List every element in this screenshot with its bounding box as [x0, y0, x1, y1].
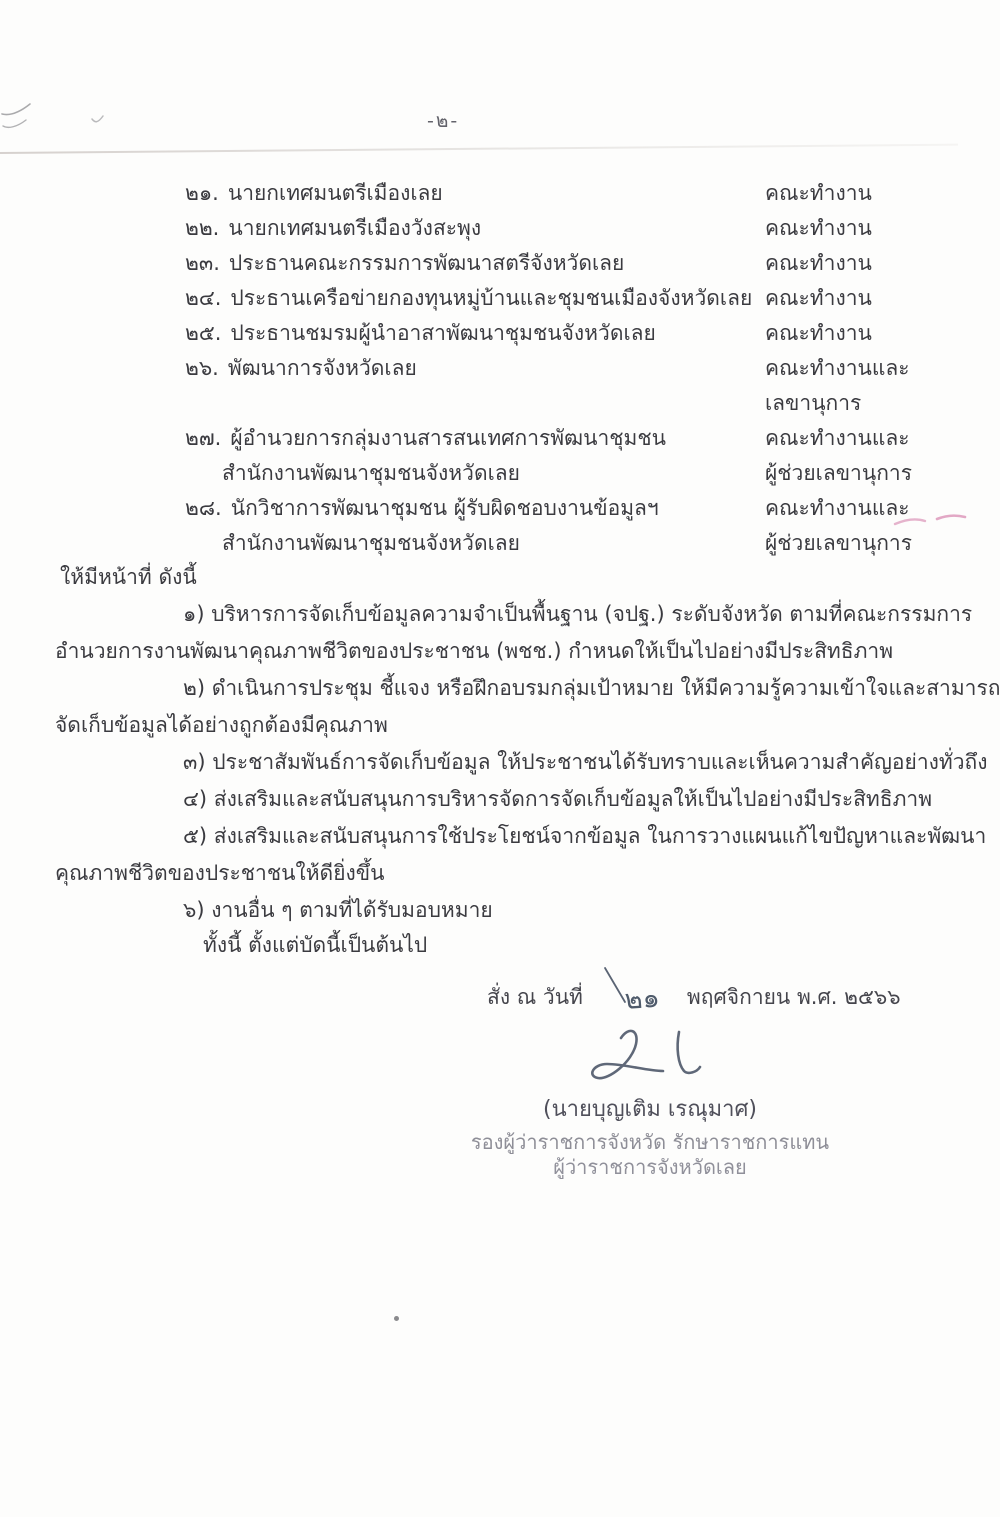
duty-line: ๓) ประชาสัมพันธ์การจัดเก็บข้อมูล ให้ประชาชนได้รับทราบและเห็นความสำคัญอย่างทั่วถึง: [183, 750, 988, 774]
duty-line: ๕) ส่งเสริมและสนับสนุนการใช้ประโยชน์จากข้อมูล ในการวางแผนแก้ไขปัญหาและพัฒนา: [183, 824, 987, 848]
member-name-line2: สำนักงานพัฒนาชุมชนจังหวัดเลย: [222, 461, 520, 485]
member-role: คณะทำงาน: [765, 216, 872, 240]
member-name: ประธานคณะกรรมการพัฒนาสตรีจังหวัดเลย: [228, 251, 625, 275]
member-role: คณะทำงาน: [765, 251, 872, 275]
member-role-line2: ผู้ช่วยเลขานุการ: [765, 461, 912, 485]
member-number: ๒๗.: [185, 426, 222, 450]
scan-speck: [394, 1316, 399, 1321]
duties-list: [55, 596, 1000, 929]
handwritten-day-icon: [599, 964, 671, 1018]
member-role: คณะทำงาน: [765, 286, 872, 310]
member-number: ๒๒.: [185, 216, 220, 240]
member-number: ๒๖.: [185, 356, 219, 380]
member-role: คณะทำงาน: [765, 321, 872, 345]
handwritten-day-number: ๒๑: [623, 982, 661, 1016]
member-row-26: [185, 351, 975, 421]
member-row-22: [185, 211, 975, 246]
duty-item-1: [55, 596, 973, 670]
duty-line: จัดเก็บข้อมูลได้อย่างถูกต้องมีคุณภาพ: [55, 713, 388, 737]
order-date-prefix: สั่ง ณ วันที่: [487, 985, 583, 1009]
order-date-suffix: พฤศจิกายน พ.ศ. ๒๕๖๖: [686, 985, 901, 1009]
duty-item-3: [55, 744, 988, 781]
member-role: คณะทำงานและ: [765, 356, 910, 380]
member-row-27: [185, 421, 975, 491]
signer-title-line1: รองผู้ว่าราชการจังหวัด รักษาราชการแทน: [470, 1130, 830, 1154]
pink-pen-smudge-icon: [893, 510, 967, 528]
member-role-line2: เลขานุการ: [765, 391, 862, 415]
duty-line: ๒) ดำเนินการประชุม ชี้แจง หรือฝึกอบรมกลุ่มเป้าหมาย ให้มีความรู้ความเข้าใจและสามารถ: [183, 676, 1000, 700]
duties-intro: ให้มีหน้าที่ ดังนี้: [60, 565, 197, 589]
member-name-line2: สำนักงานพัฒนาชุมชนจังหวัดเลย: [222, 531, 520, 555]
duty-line: ๑) บริหารการจัดเก็บข้อมูลความจำเป็นพื้นฐาน (จปฐ.) ระดับจังหวัด ตามที่คณะกรรมการ: [183, 602, 973, 626]
signer-title-line2: ผู้ว่าราชการจังหวัดเลย: [553, 1155, 747, 1179]
scan-mark-topleft-icon: [0, 98, 34, 142]
order-date-line: [487, 980, 901, 1018]
member-row-25: [185, 316, 975, 351]
duty-item-4: [55, 781, 970, 818]
duty-item-2: [55, 670, 1000, 744]
effective-line: ทั้งนี้ ตั้งแต่บัดนี้เป็นต้นไป: [203, 933, 428, 957]
member-name: นายกเทศมนตรีเมืองวังสะพุง: [228, 216, 482, 240]
member-row-28: [185, 491, 975, 561]
member-name: พัฒนาการจังหวัดเลย: [227, 356, 417, 380]
member-name: ประธานเครือข่ายกองทุนหมู่บ้านและชุมชนเมืองจังหวัดเลย: [230, 286, 753, 310]
duty-line: คุณภาพชีวิตของประชาชนให้ดียิ่งขึ้น: [55, 861, 385, 885]
member-role: คณะทำงานและ: [765, 496, 910, 520]
signature-scribble-icon: [583, 1024, 723, 1094]
member-role: คณะทำงาน: [765, 181, 872, 205]
member-role-line2: ผู้ช่วยเลขานุการ: [765, 531, 912, 555]
page-number: -๒-: [427, 110, 460, 132]
member-number: ๒๕.: [185, 321, 222, 345]
member-number: ๒๔.: [185, 286, 222, 310]
duty-line: ๖) งานอื่น ๆ ตามที่ได้รับมอบหมาย: [183, 898, 493, 922]
member-row-21: [185, 176, 975, 211]
member-number: ๒๓.: [185, 251, 220, 275]
duty-item-5: [55, 818, 987, 892]
duty-line: อำนวยการงานพัฒนาคุณภาพชีวิตของประชาชน (พชช.) กำหนดให้เป็นไปอย่างมีประสิทธิภาพ: [55, 639, 894, 663]
member-number: ๒๑.: [185, 181, 219, 205]
member-number: ๒๘.: [185, 496, 222, 520]
member-name: ผู้อำนวยการกลุ่มงานสารสนเทศการพัฒนาชุมชน: [230, 426, 666, 450]
member-role: คณะทำงานและ: [765, 426, 910, 450]
duty-line: ๔) ส่งเสริมและสนับสนุนการบริหารจัดการจัดเก็บข้อมูลให้เป็นไปอย่างมีประสิทธิภาพ: [183, 787, 933, 811]
scan-mark-check-icon: [90, 114, 106, 126]
member-row-23: [185, 246, 975, 281]
member-name: ประธานชมรมผู้นำอาสาพัฒนาชุมชนจังหวัดเลย: [230, 321, 656, 345]
scan-fold-line: [0, 144, 958, 154]
member-row-24: [185, 281, 975, 316]
member-name: นายกเทศมนตรีเมืองเลย: [227, 181, 443, 205]
duty-item-6: [55, 892, 970, 929]
committee-member-list: [185, 176, 975, 561]
member-name: นักวิชาการพัฒนาชุมชน ผู้รับผิดชอบงานข้อมูลฯ: [230, 496, 659, 520]
signer-name: (นายบุญเติม เรณุมาศ): [542, 1097, 758, 1122]
